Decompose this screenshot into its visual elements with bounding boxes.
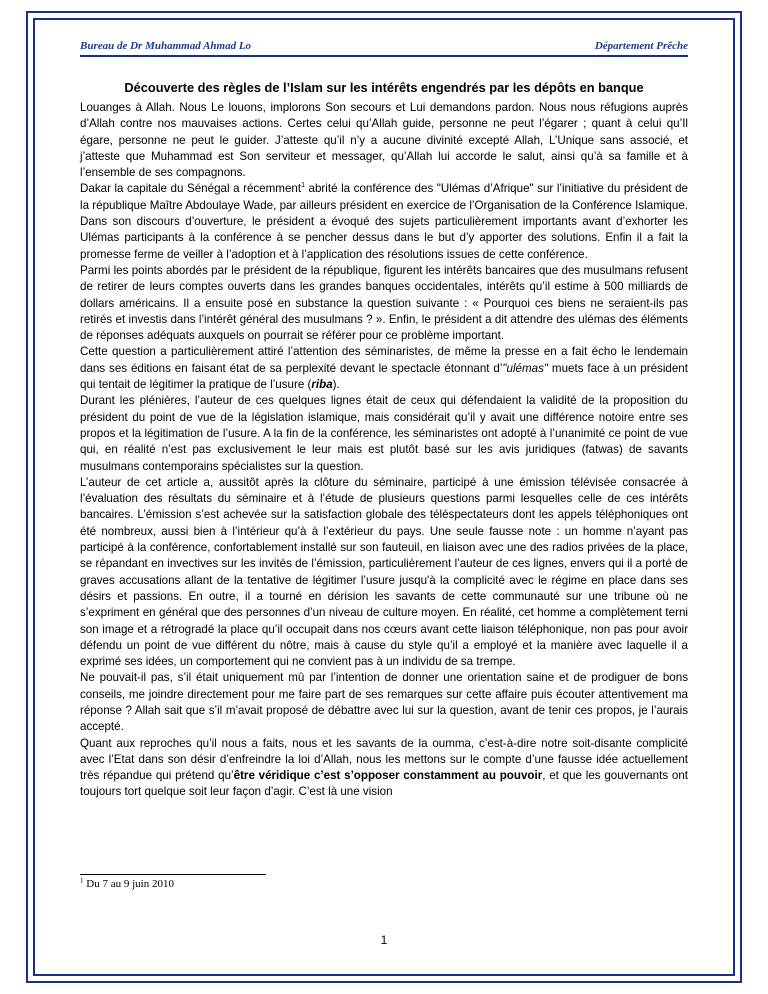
- paragraph: Quant aux reproches qu’il nous a faits, nous et les savants de la oumma, c’est-à-dire notre soit-disante complicité avec l’Etat dans son désir d’enfreindre la loi d’Allah, nous les mettons sur le compte d’une fausse idée actuellement très répandue qui prétend qu’être véridique c’est s’opposer constamment au pouvoir, et que les gouvernants ont toujours tort quelque soit leur façon d’agir. C’est là une vision: [80, 736, 688, 799]
- paragraph: L’auteur de cet article a, aussitôt après la clôture du séminaire, participé à une émission télévisée consacrée à l’évaluation des résultats du séminaire et à l’étude de plusieurs questions parmi lesquelles celle de ces intérêts bancaires. L’émission s’est achevée sur la satisfaction globale des téléspectateurs dont les appels téléphoniques ont été nombreux, aussi bien à l’intérieur qu’à à l’extérieur du pays. Une seule fausse note : un homme n’ayant pas participé à la conférence, confortablement installé sur son fauteuil, en liaison avec une des radios privées de la place, se répandant en invectives sur les invités de l’émission, particulièrement l’auteur de ces lignes, envers qui il a porté de graves accusations allant de la tentative de légitimer l’usure jusqu'à la complicité avec le régime en place dans ses désirs et passions. En outre, il a tourné en dérision les savants de cette communauté sur une tribune où ne s’expriment en général que des personnes d’un niveau de culture moyen. En réalité, cet homme a complètement terni son image et a rétrogradé la place qu’il occupait dans nos cœurs avant cette liaison téléphonique, non pas pour avoir défendu un point de vue différent du nôtre, mais à cause du style qu’il a employé et la manière avec laquelle il a exprimé ses idées, un comportement qui ne convient pas à un individu de sa trempe.: [80, 475, 688, 669]
- riba-term: riba: [311, 378, 333, 392]
- document-title: Découverte des règles de l’Islam sur les intérêts engendrés par les dépôts en banque: [124, 80, 644, 95]
- paragraph: Dakar la capitale du Sénégal a récemment$^1$ abrité la conférence des "Ulémas d’Afrique" sur l’initiative du président de la république Maître Abdoulaye Wade, par ailleurs président en exercice de l’Organisation de la Conférence Islamique. Dans son discours d’ouverture, le président a évoqué des sujets particulièrement importants avant d’exhorter les Ulémas participants à la conférence à se pencher dessus dans le but d’y apporter des solutions. Enfin il a fait la promesse ferme de veiller à l’adoption et à l’application des résolutions issues de cette conférence.: [80, 182, 688, 261]
- paragraph: Durant les plénières, l’auteur de ces quelques lignes était de ceux qui défendaient la validité de la proposition du président du point de vue de la législation islamique, mais considérait qu’il y avait une différence notoire entre ses propos et la légitimation de l’usure. A la fin de la conférence, les séminaristes ont adopté à l’unanimité ce point de vue qui, en réalité n’est pas exclusivement le leur mais est plutôt basé sur les avis juridiques (fatwas) de savants musulmans contemporains spécialistes sur la question.: [80, 394, 688, 473]
- emphasis: être véridique c’est s’opposer constamment au pouvoir: [233, 769, 543, 783]
- footnote: [80, 878, 174, 890]
- paragraph: Parmi les points abordés par le président de la république, figurent les intérêts bancaires que des musulmans refusent de retirer de leurs comptes ouverts dans les grandes banques occidentales, intérêts qu’il estime à 500 milliards de dollars américains. Il a ensuite posé en substance la question suivante : « Pourquoi ces biens ne seraient-ils pas retirés et investis dans l’intérêt général des musulmans ? ». Enfin, le président a dit attendre des ulémas des éléments de réponses adéquats auxquels on pourrait se référer pour ce problème important.: [80, 263, 688, 343]
- footnote-separator: [80, 874, 266, 875]
- page-header: [80, 40, 688, 57]
- footnote-reference: 1: [301, 182, 305, 190]
- paragraph: Ne pouvait-il pas, s’il était uniquement mû par l’intention de donner une orientation saine et de prodiguer de bons conseils, me joindre directement pour me faire part de ses remarques sur cette affaire puis écouter attentivement ma réponse ? Allah sait que s’il m’avait proposé de débattre avec lui sur la question, avant de tenir ces propos, je l’aurais accepté.: [80, 671, 688, 734]
- header-office: Bureau de Dr Muhammad Ahmad Lo: [80, 40, 252, 52]
- footnote-marker: 1: [80, 876, 84, 885]
- paragraph: Louanges à Allah. Nous Le louons, implorons Son secours et Lui demandons pardon. Nous nous réfugions auprès d’Allah contre nos mauvaises actions. Certes celui qu’Allah guide, personne ne peut l’égarer ; quant à celui qu’Il égare, personne ne peut le guider. J’atteste qu’il n’y a aucune divinité excepté Allah, L’Unique sans associé, et j’atteste que Muhammad est Son serviteur et messager, qu’Allah lui accorde le salut, ainsi qu’à sa famille et à l’ensemble de ses compagnons.: [80, 101, 688, 180]
- header-department: Département Prêche: [594, 40, 688, 52]
- paragraph: Cette question a particulièrement attiré l’attention des séminaristes, de même la presse en a fait écho le lendemain dans ses éditions en faisant état de sa perplexité devant le spectacle étonnant d’"ulémas" muets face à un président qui tentait de légitimer la pratique de l’usure (riba).: [80, 345, 688, 392]
- article-body: [80, 100, 688, 801]
- page-number: 1: [380, 933, 388, 947]
- footnote-text: Du 7 au 9 juin 2010: [83, 878, 174, 890]
